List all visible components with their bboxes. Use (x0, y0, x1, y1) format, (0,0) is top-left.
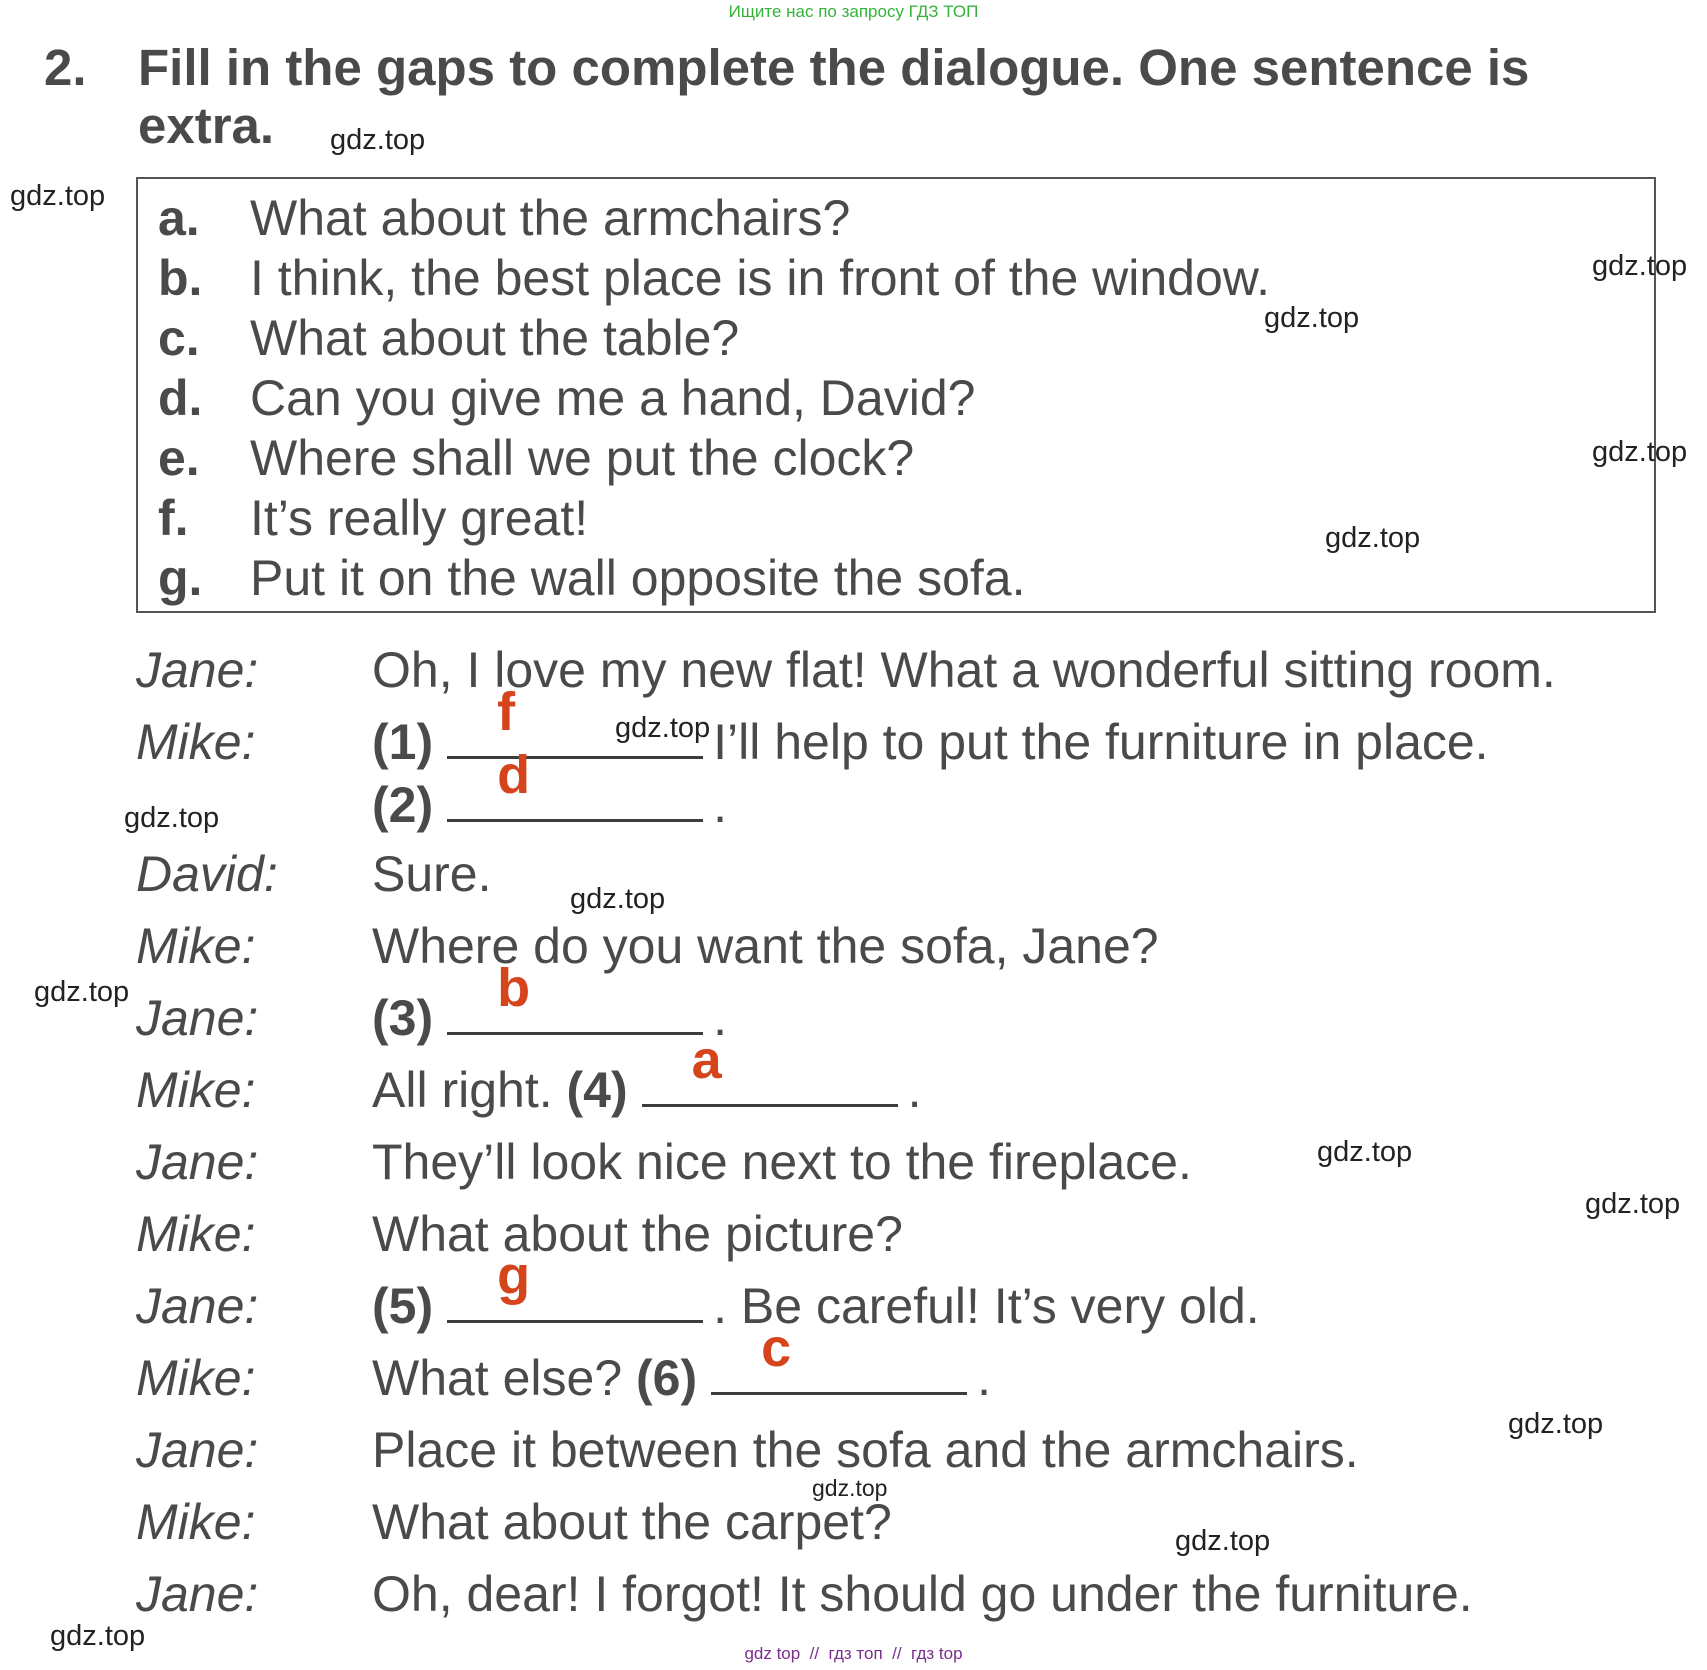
option-letter: f. (158, 490, 189, 546)
bottom-banner: gdz top // гдз топ // гдз top (744, 1644, 963, 1663)
watermark: gdz.top (34, 976, 130, 1008)
gap-number: (5) (372, 1278, 434, 1334)
answer-letter: f (497, 682, 516, 742)
options-box (136, 177, 1656, 613)
speech-after: . (713, 777, 728, 833)
top-banner: Ищите нас по запросу ГДЗ ТОП (728, 2, 979, 21)
option-letter: a. (158, 190, 200, 246)
task-title-line-2: extra. (138, 97, 275, 154)
watermark: gdz.top (50, 1620, 146, 1652)
answer-letter: b (497, 958, 531, 1018)
watermark: gdz.top (615, 712, 711, 744)
option-letter: b. (158, 250, 203, 306)
watermark: gdz.top (812, 1475, 888, 1501)
speaker: Mike: (136, 1350, 256, 1406)
watermark: gdz.top (124, 802, 220, 834)
gap-number: (4) (566, 1062, 628, 1118)
option-text: Put it on the wall opposite the sofa. (250, 550, 1026, 606)
speaker: Mike: (136, 1062, 256, 1118)
speech (372, 1030, 922, 1123)
speech-before: What else? (372, 1350, 623, 1406)
option-text: What about the armchairs? (250, 190, 851, 246)
option-text: I think, the best place is in front of the window. (250, 250, 1271, 306)
speech-after: . (907, 1062, 922, 1118)
speech (372, 1318, 992, 1411)
speech (372, 1246, 1260, 1339)
answer-gap[interactable] (642, 1030, 898, 1107)
speech: Oh, I love my new flat! What a wonderful sitting room. (372, 642, 1556, 698)
option-letter: d. (158, 370, 203, 426)
answer-gap[interactable] (447, 1246, 703, 1323)
speech: Sure. (372, 846, 492, 902)
speech (372, 682, 1489, 775)
speech (372, 958, 728, 1051)
speech: What about the picture? (372, 1206, 903, 1262)
speaker: Jane: (136, 1566, 259, 1622)
speaker: Mike: (136, 714, 256, 770)
speaker: Jane: (136, 642, 259, 698)
watermark: gdz.top (1592, 250, 1688, 282)
answer-letter: c (761, 1318, 792, 1378)
speaker: Mike: (136, 918, 256, 974)
watermark: gdz.top (1264, 302, 1360, 334)
gap-number: (6) (636, 1350, 698, 1406)
speech-after: I’ll help to put the furniture in place. (713, 714, 1489, 770)
answer-gap[interactable] (711, 1318, 967, 1395)
answer-letter: d (497, 745, 531, 805)
watermark: gdz.top (1592, 436, 1688, 468)
speech: What about the carpet? (372, 1494, 892, 1550)
gap-number: (1) (372, 714, 434, 770)
speech (372, 745, 728, 838)
watermark: gdz.top (1317, 1136, 1413, 1168)
watermark: gdz.top (1175, 1525, 1271, 1557)
speaker: Jane: (136, 1278, 259, 1334)
option-letter: e. (158, 430, 200, 486)
gap-number: (3) (372, 990, 434, 1046)
speaker: Jane: (136, 1134, 259, 1190)
watermark: gdz.top (330, 124, 426, 156)
speaker: David: (136, 846, 278, 902)
answer-gap[interactable] (447, 958, 703, 1035)
answer-letter: g (497, 1246, 531, 1306)
answer-letter: a (691, 1030, 722, 1090)
speech-after: . (713, 990, 728, 1046)
speech: They’ll look nice next to the fireplace. (372, 1134, 1192, 1190)
option-letter: g. (158, 550, 203, 606)
speech-after: . Be careful! It’s very old. (713, 1278, 1260, 1334)
option-text: Can you give me a hand, David? (250, 370, 976, 426)
option-text: Where shall we put the clock? (250, 430, 915, 486)
gap-number: (2) (372, 777, 434, 833)
speech: Place it between the sofa and the armchairs. (372, 1422, 1359, 1478)
task-title-line-1: Fill in the gaps to complete the dialogue. One sentence is (138, 39, 1530, 96)
speaker: Jane: (136, 990, 259, 1046)
speech-before: All right. (372, 1062, 553, 1118)
speech: Where do you want the sofa, Jane? (372, 918, 1159, 974)
speaker: Jane: (136, 1422, 259, 1478)
watermark: gdz.top (1325, 522, 1421, 554)
watermark: gdz.top (1508, 1408, 1604, 1440)
speech-after: . (977, 1350, 992, 1406)
option-text: It’s really great! (250, 490, 589, 546)
option-text: What about the table? (250, 310, 740, 366)
watermark: gdz.top (1585, 1188, 1681, 1220)
watermark: gdz.top (10, 180, 106, 212)
answer-gap[interactable] (447, 745, 703, 822)
speaker: Mike: (136, 1206, 256, 1262)
speaker: Mike: (136, 1494, 256, 1550)
task-number: 2. (44, 39, 87, 96)
watermark: gdz.top (570, 883, 666, 915)
speech: Oh, dear! I forgot! It should go under the furniture. (372, 1566, 1473, 1622)
option-letter: c. (158, 310, 200, 366)
